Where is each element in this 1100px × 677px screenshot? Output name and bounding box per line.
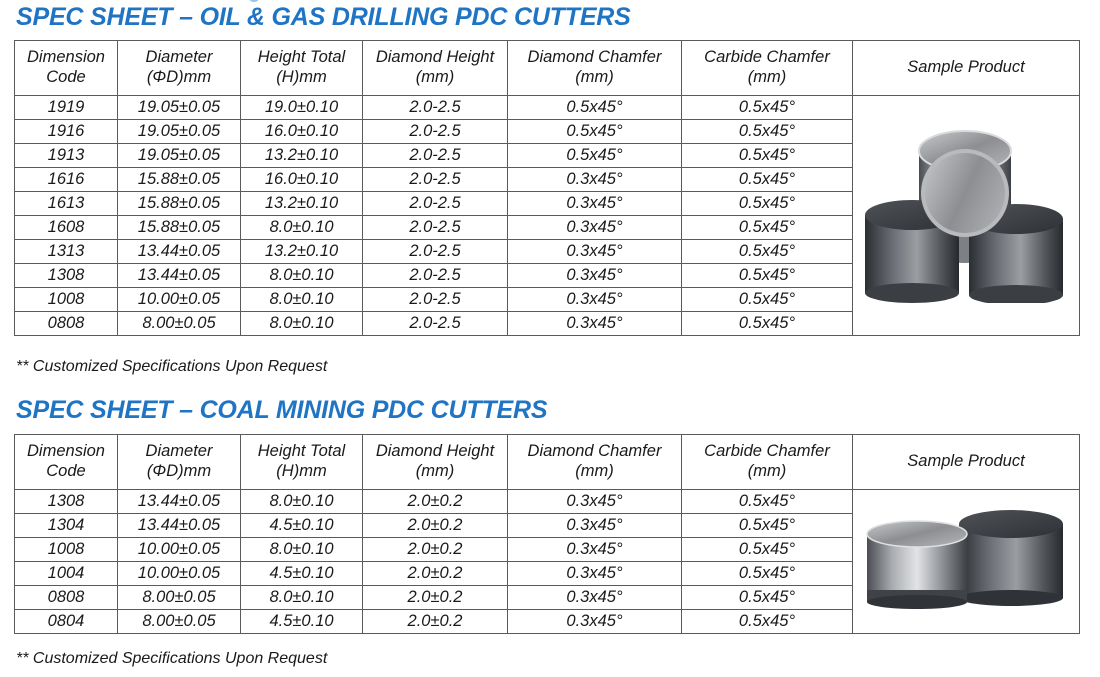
cell-dimension-code: 1304: [15, 514, 118, 538]
cell-diameter: 10.00±0.05: [118, 538, 241, 562]
cell-carbide-chamfer: 0.5x45°: [682, 120, 853, 144]
cell-diamond-height: 2.0-2.5: [363, 168, 508, 192]
cell-dimension-code: 1608: [15, 216, 118, 240]
cell-dimension-code: 0808: [15, 586, 118, 610]
table-header-row: [15, 435, 1080, 490]
cell-diamond-height: 2.0±0.2: [363, 586, 508, 610]
cell-dimension-code: 1004: [15, 562, 118, 586]
header-label-line1: Diamond Height: [375, 48, 495, 67]
cell-diamond-height: 2.0±0.2: [363, 490, 508, 514]
header-diamond-chamfer: [508, 41, 682, 96]
header-label-line2: Code: [46, 68, 86, 86]
header-label-line2: (mm): [575, 68, 614, 86]
cell-carbide-chamfer: 0.5x45°: [682, 240, 853, 264]
cell-diameter: 8.00±0.05: [118, 586, 241, 610]
cell-dimension-code: 1919: [15, 96, 118, 120]
cell-height-total: 8.0±0.10: [241, 586, 363, 610]
cell-carbide-chamfer: 0.5x45°: [682, 288, 853, 312]
cell-diamond-height: 2.0-2.5: [363, 192, 508, 216]
cell-carbide-chamfer: 0.5x45°: [682, 264, 853, 288]
header-carbide-chamfer: [682, 435, 853, 490]
cell-diamond-chamfer: 0.3x45°: [508, 490, 682, 514]
header-label-line2: (mm): [747, 462, 787, 480]
cell-diamond-height: 2.0±0.2: [363, 514, 508, 538]
cell-diameter: 13.44±0.05: [118, 490, 241, 514]
cell-diamond-height: 2.0±0.2: [363, 538, 508, 562]
header-label-line1: Diamond Chamfer: [527, 442, 662, 461]
cell-diamond-chamfer: 0.3x45°: [508, 586, 682, 610]
header-dimension-code: [15, 435, 118, 490]
cell-diamond-chamfer: 0.3x45°: [508, 264, 682, 288]
cell-dimension-code: 0808: [15, 312, 118, 336]
cell-carbide-chamfer: 0.5x45°: [682, 96, 853, 120]
header-label-line1: Diamond Chamfer: [527, 48, 662, 67]
section-title-coal-mining: SPEC SHEET – COAL MINING PDC CUTTERS: [16, 396, 548, 424]
cell-height-total: 8.0±0.10: [241, 490, 363, 514]
cell-carbide-chamfer: 0.5x45°: [682, 192, 853, 216]
header-label-line1: Sample Product: [907, 58, 1025, 77]
cell-height-total: 8.0±0.10: [241, 264, 363, 288]
cell-diamond-height: 2.0±0.2: [363, 562, 508, 586]
header-label-line1: Height Total: [257, 48, 346, 67]
cell-dimension-code: 1308: [15, 490, 118, 514]
header-label-line1: Carbide Chamfer: [704, 442, 830, 461]
cell-diameter: 10.00±0.05: [118, 562, 241, 586]
header-diameter: [118, 41, 241, 96]
cell-diamond-chamfer: 0.3x45°: [508, 312, 682, 336]
header-label-line2: (H)mm: [276, 68, 327, 86]
sample-product-cell: [853, 490, 1080, 634]
header-label-line2: (mm): [415, 462, 455, 480]
table-header-row: [15, 41, 1080, 96]
cell-diamond-height: 2.0-2.5: [363, 96, 508, 120]
header-label-line1: Diameter: [145, 48, 213, 67]
cell-diamond-chamfer: 0.3x45°: [508, 240, 682, 264]
cell-carbide-chamfer: 0.5x45°: [682, 586, 853, 610]
cell-dimension-code: 1008: [15, 538, 118, 562]
cell-dimension-code: 1313: [15, 240, 118, 264]
cell-dimension-code: 1913: [15, 144, 118, 168]
cell-diamond-height: 2.0±0.2: [363, 610, 508, 634]
cell-diameter: 15.88±0.05: [118, 192, 241, 216]
header-label-line2: Code: [46, 462, 86, 480]
cell-diamond-chamfer: 0.3x45°: [508, 168, 682, 192]
cell-height-total: 4.5±0.10: [241, 514, 363, 538]
cell-dimension-code: 0804: [15, 610, 118, 634]
cell-height-total: 4.5±0.10: [241, 562, 363, 586]
header-diameter: [118, 435, 241, 490]
cell-dimension-code: 1616: [15, 168, 118, 192]
cell-dimension-code: 1916: [15, 120, 118, 144]
cell-diamond-chamfer: 0.5x45°: [508, 144, 682, 168]
section-title-oil-gas: SPEC SHEET – OIL & GAS DRILLING PDC CUTTERS: [16, 3, 631, 31]
pdc-cutter-sample-image: [861, 123, 1071, 303]
cell-diamond-height: 2.0-2.5: [363, 120, 508, 144]
cell-diameter: 8.00±0.05: [118, 312, 241, 336]
header-diamond-chamfer: [508, 435, 682, 490]
cell-height-total: 8.0±0.10: [241, 312, 363, 336]
cell-diamond-chamfer: 0.5x45°: [508, 96, 682, 120]
header-label-line1: Diameter: [145, 442, 213, 461]
cell-diameter: 19.05±0.05: [118, 96, 241, 120]
cell-diameter: 15.88±0.05: [118, 168, 241, 192]
customization-note: ** Customized Specifications Upon Request: [16, 358, 328, 375]
cell-diamond-chamfer: 0.3x45°: [508, 288, 682, 312]
header-diamond-height: [363, 41, 508, 96]
cell-diamond-chamfer: 0.3x45°: [508, 562, 682, 586]
cell-diameter: 15.88±0.05: [118, 216, 241, 240]
cell-diamond-height: 2.0-2.5: [363, 216, 508, 240]
cell-diamond-height: 2.0-2.5: [363, 312, 508, 336]
cell-diamond-height: 2.0-2.5: [363, 240, 508, 264]
pdc-cutter-sample-image: [861, 504, 1071, 614]
header-label-line1: Sample Product: [907, 452, 1025, 471]
cell-carbide-chamfer: 0.5x45°: [682, 562, 853, 586]
cell-height-total: 13.2±0.10: [241, 192, 363, 216]
decorative-arc: [248, 0, 260, 2]
table-row: [15, 96, 1080, 120]
cell-diamond-chamfer: 0.3x45°: [508, 514, 682, 538]
header-label-line1: Dimension: [27, 442, 105, 461]
header-label-line2: (mm): [575, 462, 614, 480]
header-label-line2: (ΦD)mm: [146, 462, 212, 480]
cell-carbide-chamfer: 0.5x45°: [682, 490, 853, 514]
cell-diamond-chamfer: 0.3x45°: [508, 610, 682, 634]
header-height-total: [241, 435, 363, 490]
cell-height-total: 8.0±0.10: [241, 288, 363, 312]
header-sample-product: [853, 435, 1080, 490]
cell-height-total: 16.0±0.10: [241, 168, 363, 192]
cell-carbide-chamfer: 0.5x45°: [682, 538, 853, 562]
cell-dimension-code: 1008: [15, 288, 118, 312]
cell-diamond-chamfer: 0.3x45°: [508, 192, 682, 216]
header-dimension-code: [15, 41, 118, 96]
header-sample-product: [853, 41, 1080, 96]
cell-height-total: 8.0±0.10: [241, 538, 363, 562]
cell-diameter: 13.44±0.05: [118, 514, 241, 538]
cell-carbide-chamfer: 0.5x45°: [682, 144, 853, 168]
cell-dimension-code: 1308: [15, 264, 118, 288]
header-label-line2: (mm): [415, 68, 455, 86]
cell-dimension-code: 1613: [15, 192, 118, 216]
cell-height-total: 19.0±0.10: [241, 96, 363, 120]
cell-carbide-chamfer: 0.5x45°: [682, 514, 853, 538]
cell-diameter: 13.44±0.05: [118, 264, 241, 288]
cell-diameter: 19.05±0.05: [118, 144, 241, 168]
header-label-line2: (mm): [747, 68, 787, 86]
cell-carbide-chamfer: 0.5x45°: [682, 216, 853, 240]
header-label-line2: (ΦD)mm: [146, 68, 212, 86]
cell-diamond-height: 2.0-2.5: [363, 288, 508, 312]
sample-product-cell: [853, 96, 1080, 336]
cell-diameter: 19.05±0.05: [118, 120, 241, 144]
cell-diameter: 10.00±0.05: [118, 288, 241, 312]
spec-table-coal-mining: [14, 434, 1080, 634]
header-label-line1: Carbide Chamfer: [704, 48, 830, 67]
table-row: [15, 490, 1080, 514]
cell-height-total: 13.2±0.10: [241, 240, 363, 264]
header-label-line1: Dimension: [27, 48, 105, 67]
cell-height-total: 4.5±0.10: [241, 610, 363, 634]
cell-diamond-chamfer: 0.3x45°: [508, 216, 682, 240]
header-label-line1: Diamond Height: [375, 442, 495, 461]
cell-carbide-chamfer: 0.5x45°: [682, 610, 853, 634]
customization-note: ** Customized Specifications Upon Request: [16, 650, 328, 667]
cell-diamond-height: 2.0-2.5: [363, 144, 508, 168]
header-label-line1: Height Total: [257, 442, 346, 461]
cell-height-total: 13.2±0.10: [241, 144, 363, 168]
header-carbide-chamfer: [682, 41, 853, 96]
header-height-total: [241, 41, 363, 96]
cell-carbide-chamfer: 0.5x45°: [682, 168, 853, 192]
header-label-line2: (H)mm: [276, 462, 327, 480]
cell-height-total: 8.0±0.10: [241, 216, 363, 240]
cell-height-total: 16.0±0.10: [241, 120, 363, 144]
cell-diamond-height: 2.0-2.5: [363, 264, 508, 288]
cell-carbide-chamfer: 0.5x45°: [682, 312, 853, 336]
cell-diameter: 13.44±0.05: [118, 240, 241, 264]
spec-table-oil-gas: [14, 40, 1080, 336]
cell-diameter: 8.00±0.05: [118, 610, 241, 634]
header-diamond-height: [363, 435, 508, 490]
cell-diamond-chamfer: 0.3x45°: [508, 538, 682, 562]
cell-diamond-chamfer: 0.5x45°: [508, 120, 682, 144]
